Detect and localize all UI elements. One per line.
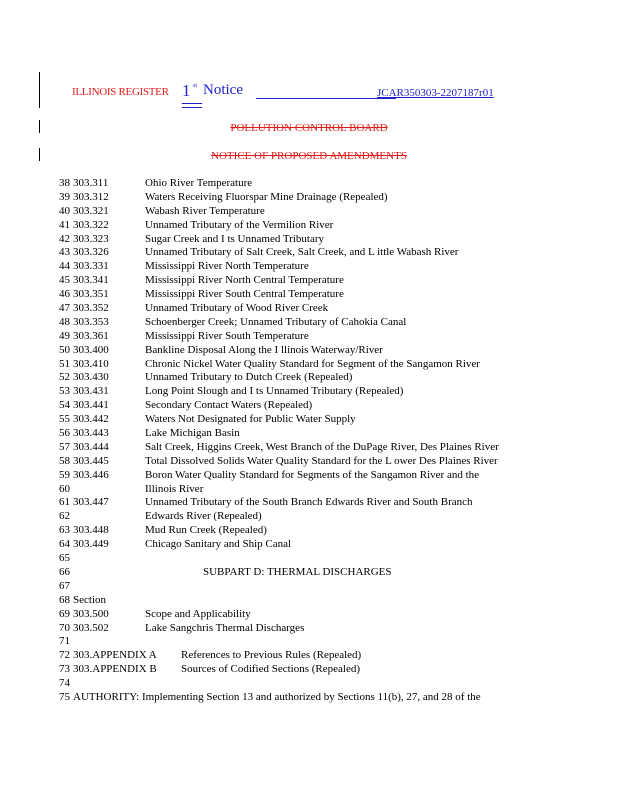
section-number: 303.442 [73, 413, 109, 426]
line-number: 63 [59, 524, 70, 537]
section-list [0, 177, 618, 552]
section-title: Sugar Creek and I ts Unnamed Tributary [145, 232, 325, 245]
section-title: Long Point Slough and I ts Unnamed Tributary (Repealed) [145, 385, 404, 398]
line-number: 44 [59, 260, 70, 273]
section-line [0, 205, 618, 219]
section-line [0, 455, 618, 469]
section-title: Scope and Applicability [145, 607, 251, 620]
line-number: 68 [59, 593, 70, 606]
line-number: 55 [59, 413, 70, 426]
page-header [72, 82, 542, 108]
section-number: 303.446 [73, 468, 109, 481]
section-line [0, 344, 618, 358]
line-number: 72 [59, 649, 70, 662]
section-line [0, 399, 618, 413]
section-title: Unnamed Tributary of Wood River Creek [145, 302, 329, 315]
line-number: 67 [59, 579, 70, 592]
change-bar [39, 72, 40, 108]
section-title: Boron Water Quality Standard for Segments of the Sangamon River and the [145, 468, 480, 481]
section-line [0, 622, 618, 636]
line [0, 677, 618, 691]
section-number: 303.448 [73, 524, 109, 537]
section-line [0, 219, 618, 233]
section-line [0, 274, 618, 288]
section-number: 303.431 [73, 385, 109, 398]
section-title: Illinois River [145, 482, 204, 495]
section-number: 303.351 [73, 288, 109, 301]
line-number: 46 [59, 288, 70, 301]
line [0, 552, 618, 566]
section-number: 303.447 [73, 496, 109, 509]
section-title: Chicago Sanitary and Ship Canal [145, 538, 292, 551]
header-rule [182, 107, 202, 108]
section-title: Lake Michigan Basin [145, 427, 240, 440]
section-title: Mississippi River South Central Temperature [145, 288, 344, 301]
section-line [0, 483, 618, 497]
authority-line [0, 691, 618, 705]
section-line [0, 330, 618, 344]
section-title: Mud Run Creek (Repealed) [145, 524, 267, 537]
line-number: 64 [59, 538, 70, 551]
section-line [0, 538, 618, 552]
section-title: Schoenberger Creek; Unnamed Tributary of Cahokia Canal [145, 315, 407, 328]
line-number: 60 [59, 482, 70, 495]
section-title: Unnamed Tributary of the Vermilion River [145, 218, 334, 231]
line-number: 57 [59, 440, 70, 453]
section-line [0, 413, 618, 427]
section-title: Unnamed Tributary to Dutch Creek (Repealed) [145, 371, 353, 384]
section-number: 303.449 [73, 538, 109, 551]
section-title: Bankline Disposal Along the I llinois Waterway/River [145, 343, 383, 356]
line-number: 65 [59, 552, 70, 565]
section-line [0, 427, 618, 441]
line-number: 58 [59, 454, 70, 467]
section-title: Edwards River (Repealed) [145, 510, 262, 523]
section-number: 303.502 [73, 621, 109, 634]
section-line [0, 260, 618, 274]
section-title: Mississippi River North Temperature [145, 260, 309, 273]
section-number: 303.441 [73, 399, 109, 412]
notice-label: Notice [203, 82, 243, 98]
line [0, 580, 618, 594]
page-number-suffix: st [193, 83, 198, 89]
section-line [0, 496, 618, 510]
section-line [0, 302, 618, 316]
section-title: Wabash River Temperature [145, 204, 265, 217]
section-title: Ohio River Temperature [145, 177, 253, 189]
section-number: 303.311 [73, 177, 109, 189]
section-title: Unnamed Tributary of Salt Creek, Salt Creek, and L ittle Wabash River [145, 246, 459, 259]
document-body [0, 177, 618, 705]
section-title: Waters Receiving Fluorspar Mine Drainage (Repealed) [145, 190, 388, 203]
appendix-line [0, 649, 618, 663]
section-number: 303.500 [73, 607, 109, 620]
section-title: Lake Sangchris Thermal Discharges [145, 621, 305, 634]
section-title: Waters Not Designated for Public Water Supply [145, 413, 356, 426]
section-line [0, 510, 618, 524]
section-line [0, 316, 618, 330]
line-number: 51 [59, 357, 70, 370]
authority-text: AUTHORITY: Implementing Section 13 and authorized by Sections 11(b), 27, and 28 of the [73, 690, 481, 703]
section-number: 303.353 [73, 315, 109, 328]
appendix-number: 303.APPENDIX B [73, 663, 157, 676]
section-number: 303.361 [73, 329, 109, 342]
section-number: 303.444 [73, 440, 109, 453]
section-number: 303.410 [73, 357, 109, 370]
header-rule [256, 98, 396, 99]
section-line [0, 385, 618, 399]
section-number: 303.321 [73, 204, 109, 217]
section-title: Total Dissolved Solids Water Quality Standard for the L ower Des Plaines River [145, 454, 498, 467]
line-number: 43 [59, 246, 70, 259]
section-line [0, 608, 618, 622]
line-number: 59 [59, 468, 70, 481]
section-number: 303.322 [73, 218, 109, 231]
line-number: 45 [59, 274, 70, 287]
line-number: 52 [59, 371, 70, 384]
subpart-heading: SUBPART D: THERMAL DISCHARGES [203, 565, 392, 578]
header-rule [182, 103, 202, 104]
section-line [0, 288, 618, 302]
section-line [0, 246, 618, 260]
section-title: Unnamed Tributary of the South Branch Edwards River and South Branch [145, 496, 473, 509]
line-number: 47 [59, 302, 70, 315]
section-number: 303.341 [73, 274, 109, 287]
section-number: 303.331 [73, 260, 109, 273]
section-label: Section [73, 593, 106, 606]
line [0, 635, 618, 649]
line-number: 41 [59, 218, 70, 231]
board-title: POLLUTION CONTROL BOARD [230, 122, 388, 134]
line-number: 70 [59, 621, 70, 634]
line-number: 40 [59, 204, 70, 217]
jcar-code: JCAR350303-2207187r01 [377, 87, 494, 99]
section-line [0, 358, 618, 372]
section-title: Mississippi River North Central Temperature [145, 274, 344, 287]
appendix-title: Sources of Codified Sections (Repealed) [181, 663, 361, 676]
appendix-number: 303.APPENDIX A [73, 649, 157, 662]
section-line [0, 177, 618, 191]
line-number: 73 [59, 663, 70, 676]
line-number: 48 [59, 315, 70, 328]
section-number: 303.443 [73, 427, 109, 440]
subpart-line [0, 566, 618, 580]
line-number: 50 [59, 343, 70, 356]
line [0, 594, 618, 608]
line-number: 53 [59, 385, 70, 398]
register-label: ILLINOIS REGISTER [72, 86, 169, 98]
page-number: 1 [182, 81, 191, 100]
line-number: 56 [59, 427, 70, 440]
line-number: 75 [59, 690, 70, 703]
line-number: 49 [59, 329, 70, 342]
line-number: 54 [59, 399, 70, 412]
section-number: 303.312 [73, 190, 109, 203]
section-title: Chronic Nickel Water Quality Standard for Segment of the Sangamon River [145, 357, 480, 370]
section-line [0, 524, 618, 538]
line-number: 61 [59, 496, 70, 509]
section-line [0, 441, 618, 455]
line-number: 71 [59, 635, 70, 648]
section-title: Mississippi River South Temperature [145, 329, 309, 342]
line-number: 62 [59, 510, 70, 523]
section-title: Salt Creek, Higgins Creek, West Branch of the DuPage River, Des Plaines River [145, 440, 499, 453]
appendix-line [0, 663, 618, 677]
line-number: 66 [59, 565, 70, 578]
appendix-title: References to Previous Rules (Repealed) [181, 649, 362, 662]
section-line [0, 233, 618, 247]
notice-title: NOTICE OF PROPOSED AMENDMENTS [211, 150, 407, 162]
line-number: 38 [59, 177, 70, 189]
section-number: 303.445 [73, 454, 109, 467]
section-title: Secondary Contact Waters (Repealed) [145, 399, 313, 412]
section-line [0, 469, 618, 483]
section-number: 303.352 [73, 302, 109, 315]
section-number: 303.323 [73, 232, 109, 245]
line-number: 69 [59, 607, 70, 620]
section-number: 303.326 [73, 246, 109, 259]
line-number: 74 [59, 677, 70, 690]
line-number: 42 [59, 232, 70, 245]
section-number: 303.400 [73, 343, 109, 356]
section-number: 303.430 [73, 371, 109, 384]
section-line [0, 371, 618, 385]
line-number: 39 [59, 190, 70, 203]
section-line [0, 191, 618, 205]
